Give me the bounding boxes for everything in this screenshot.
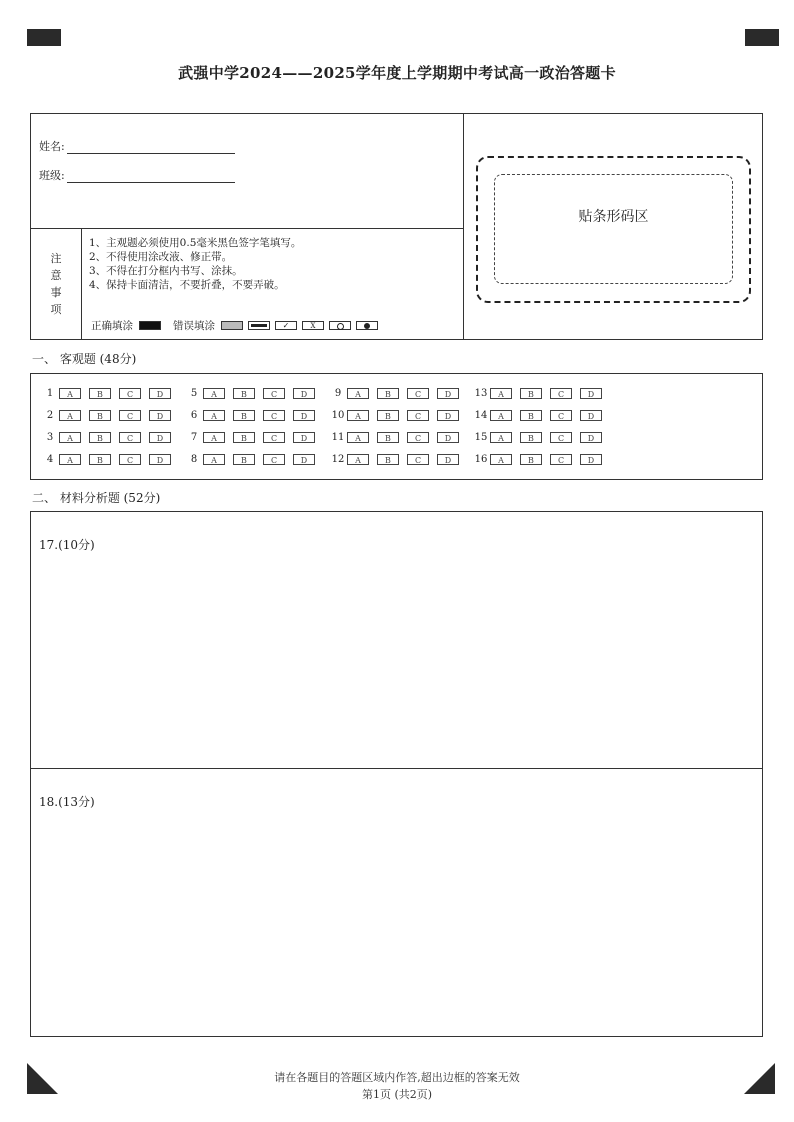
- option-bubble-a[interactable]: A: [59, 410, 81, 421]
- option-bubble-c[interactable]: C: [263, 388, 285, 399]
- question-number: 3: [46, 432, 54, 443]
- option-bubble-a[interactable]: A: [203, 388, 225, 399]
- option-bubble-d[interactable]: D: [149, 388, 171, 399]
- option-bubble-c[interactable]: C: [407, 454, 429, 465]
- wrong-fill-partial-swatch: [248, 321, 270, 330]
- correct-fill-swatch: [139, 321, 161, 330]
- option-bubble-d[interactable]: D: [293, 410, 315, 421]
- subjective-answer-box: [30, 511, 763, 1037]
- option-bubble-b[interactable]: B: [377, 454, 399, 465]
- option-bubble-d[interactable]: D: [437, 410, 459, 421]
- section1-heading: 一、 客观题 (48分): [32, 352, 137, 366]
- option-bubble-b[interactable]: B: [377, 388, 399, 399]
- student-info-box: [30, 113, 763, 340]
- option-bubble-a[interactable]: A: [203, 454, 225, 465]
- option-bubble-c[interactable]: C: [550, 454, 572, 465]
- class-line[interactable]: [67, 170, 235, 183]
- note-item: 2、不得使用涂改液、修正带。: [89, 251, 233, 263]
- class-field[interactable]: [39, 167, 235, 183]
- answer-area-17[interactable]: [31, 512, 762, 769]
- question-11: [331, 432, 467, 443]
- option-bubble-d[interactable]: D: [580, 410, 602, 421]
- wrong-fill-circle-swatch: [329, 321, 351, 330]
- question-number: 6: [190, 410, 198, 421]
- option-bubble-a[interactable]: A: [490, 388, 512, 399]
- question-number: 12: [331, 454, 345, 465]
- option-bubble-c[interactable]: C: [550, 432, 572, 443]
- option-bubble-d[interactable]: D: [293, 454, 315, 465]
- note-item: 4、保持卡面清洁，不要折叠，不要弄破。: [89, 279, 285, 291]
- option-bubble-d[interactable]: D: [293, 432, 315, 443]
- option-bubble-d[interactable]: D: [580, 388, 602, 399]
- option-bubble-d[interactable]: D: [293, 388, 315, 399]
- option-bubble-d[interactable]: D: [580, 432, 602, 443]
- option-bubble-b[interactable]: B: [520, 432, 542, 443]
- question-3: [43, 432, 179, 443]
- option-bubble-d[interactable]: D: [149, 454, 171, 465]
- wrong-fill-dot-swatch: [356, 321, 378, 330]
- question-17-label: 17.(10分): [39, 538, 95, 552]
- option-bubble-b[interactable]: B: [377, 432, 399, 443]
- notes-label: 注 意 事 项: [31, 228, 82, 339]
- question-9: [331, 388, 467, 399]
- notes-list: [89, 236, 301, 292]
- name-line[interactable]: [67, 141, 235, 154]
- footer-page: 第1页 (共2页): [361, 1088, 433, 1101]
- option-bubble-b[interactable]: B: [377, 410, 399, 421]
- student-fields: [31, 114, 464, 229]
- question-4: [43, 454, 179, 465]
- option-bubble-a[interactable]: A: [490, 454, 512, 465]
- question-1: [43, 388, 179, 399]
- option-bubble-d[interactable]: D: [149, 410, 171, 421]
- barcode-inner-frame: [494, 174, 733, 284]
- question-number: 8: [190, 454, 198, 465]
- option-bubble-d[interactable]: D: [437, 454, 459, 465]
- note-item: 3、不得在打分框内书写、涂抹。: [89, 265, 243, 277]
- option-bubble-a[interactable]: A: [59, 454, 81, 465]
- wrong-fill-gray-swatch: [221, 321, 243, 330]
- fill-examples: [91, 318, 383, 333]
- option-bubble-c[interactable]: C: [550, 410, 572, 421]
- option-bubble-a[interactable]: A: [347, 388, 369, 399]
- option-bubble-a[interactable]: A: [347, 454, 369, 465]
- check-icon: ✓: [282, 321, 290, 330]
- option-bubble-a[interactable]: A: [490, 410, 512, 421]
- barcode-area: [476, 156, 751, 303]
- wrong-fill-check-swatch: [275, 321, 297, 330]
- question-number: 4: [46, 454, 54, 465]
- registration-mark-top-right: [745, 29, 779, 46]
- footer-note: 请在各题目的答题区域内作答,超出边框的答案无效: [274, 1071, 520, 1084]
- option-bubble-c[interactable]: C: [407, 388, 429, 399]
- question-number: 1: [46, 388, 54, 399]
- option-bubble-c[interactable]: C: [119, 410, 141, 421]
- option-bubble-d[interactable]: D: [437, 388, 459, 399]
- question-14: [474, 410, 610, 421]
- notes-section: [31, 228, 464, 339]
- option-bubble-d[interactable]: D: [580, 454, 602, 465]
- question-number: 9: [334, 388, 342, 399]
- option-bubble-c[interactable]: C: [263, 410, 285, 421]
- question-16: [474, 454, 610, 465]
- question-2: [43, 410, 179, 421]
- question-18-label: 18.(13分): [39, 795, 95, 809]
- question-number: 5: [190, 388, 198, 399]
- question-12: [331, 454, 467, 465]
- barcode-label: 贴条形码区: [578, 209, 649, 225]
- option-bubble-b[interactable]: B: [520, 388, 542, 399]
- question-13: [474, 388, 610, 399]
- question-number: 16: [474, 454, 488, 465]
- question-number: 10: [331, 410, 345, 421]
- question-5: [187, 388, 323, 399]
- circle-icon: [337, 323, 344, 330]
- registration-mark-top-left: [27, 29, 61, 46]
- option-bubble-b[interactable]: B: [233, 454, 255, 465]
- option-bubble-b[interactable]: B: [233, 432, 255, 443]
- option-bubble-b[interactable]: B: [89, 410, 111, 421]
- question-number: 2: [46, 410, 54, 421]
- option-bubble-c[interactable]: C: [119, 432, 141, 443]
- option-bubble-d[interactable]: D: [437, 432, 459, 443]
- question-10: [331, 410, 467, 421]
- option-bubble-a[interactable]: A: [347, 410, 369, 421]
- option-bubble-c[interactable]: C: [119, 454, 141, 465]
- option-bubble-a[interactable]: A: [203, 410, 225, 421]
- section2-heading: 二、 材料分析题 (52分): [32, 491, 161, 505]
- option-bubble-c[interactable]: C: [407, 410, 429, 421]
- name-label: 姓名:: [39, 140, 65, 153]
- option-bubble-b[interactable]: B: [233, 388, 255, 399]
- option-bubble-c[interactable]: C: [407, 432, 429, 443]
- question-number: 14: [474, 410, 488, 421]
- page-title: 武强中学2024——2025学年度上学期期中考试高一政治答题卡: [178, 64, 616, 82]
- question-number: 15: [474, 432, 488, 443]
- name-field[interactable]: [39, 138, 235, 154]
- question-number: 13: [474, 388, 488, 399]
- objective-answer-grid: [30, 373, 763, 480]
- question-number: 11: [331, 432, 345, 443]
- note-item: 1、主观题必须使用0.5毫米黑色签字笔填写。: [89, 237, 302, 249]
- option-bubble-b[interactable]: B: [89, 454, 111, 465]
- option-bubble-a[interactable]: A: [59, 432, 81, 443]
- question-15: [474, 432, 610, 443]
- correct-fill-label: 正确填涂: [91, 320, 133, 332]
- option-bubble-b[interactable]: B: [89, 388, 111, 399]
- option-bubble-d[interactable]: D: [149, 432, 171, 443]
- option-bubble-a[interactable]: A: [203, 432, 225, 443]
- option-bubble-c[interactable]: C: [119, 388, 141, 399]
- option-bubble-c[interactable]: C: [550, 388, 572, 399]
- dot-icon: [364, 323, 370, 329]
- option-bubble-b[interactable]: B: [520, 454, 542, 465]
- option-bubble-c[interactable]: C: [263, 432, 285, 443]
- question-6: [187, 410, 323, 421]
- question-8: [187, 454, 323, 465]
- question-7: [187, 432, 323, 443]
- class-label: 班级:: [39, 169, 65, 182]
- option-bubble-b[interactable]: B: [520, 410, 542, 421]
- cross-icon: X: [310, 322, 316, 330]
- answer-area-18[interactable]: [31, 769, 762, 1036]
- wrong-fill-label: 错误填涂: [173, 320, 215, 332]
- option-bubble-c[interactable]: C: [263, 454, 285, 465]
- option-bubble-b[interactable]: B: [233, 410, 255, 421]
- wrong-fill-cross-swatch: [302, 321, 324, 330]
- option-bubble-a[interactable]: A: [490, 432, 512, 443]
- option-bubble-a[interactable]: A: [59, 388, 81, 399]
- option-bubble-a[interactable]: A: [347, 432, 369, 443]
- option-bubble-b[interactable]: B: [89, 432, 111, 443]
- question-number: 7: [190, 432, 198, 443]
